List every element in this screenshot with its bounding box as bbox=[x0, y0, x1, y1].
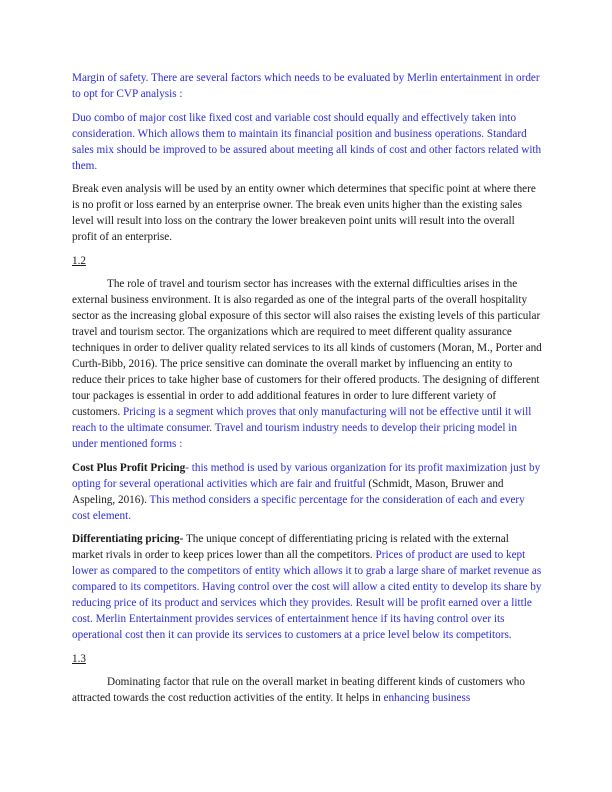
paragraph-text-highlight: Prices of product are used to kept lower as compared to the competitors of entity which allows it to grab a large share of market revenue as compared to its competitors. Having control over the cost will allow a cited entity to develop its share by reducing price of its product and services which they provides. Result will be profit earned over a little cost. Merlin Entertainment provides services of entertainment hence if its having control over its operational cost then it can provide its services to customers at a price level below its competitors. bbox=[72, 549, 542, 641]
paragraph-text-highlight: This method considers a specific percentage for the consideration of each and every cost element. bbox=[72, 493, 525, 522]
term-cost-plus-profit-pricing: Cost Plus Profit Pricing bbox=[72, 461, 186, 474]
section-heading-1-2: 1.2 bbox=[72, 254, 86, 267]
paragraph-break-even: Break even analysis will be used by an entity owner which determines that specific point at where there is no profit or loss earned by an enterprise owner. The break even units higher than the existing sales level will result into loss on the contrary the lower breakeven point units will result into the overall profit of an enterprise. bbox=[72, 183, 536, 243]
citation: (Schmidt, Mason, Bruwer and Aspeling, 2016). bbox=[72, 477, 504, 506]
document-page bbox=[72, 70, 542, 714]
term-differentiating-pricing: Differentiating pricing- bbox=[72, 533, 184, 545]
paragraph-differentiating-pricing bbox=[72, 531, 542, 643]
paragraph-travel-tourism bbox=[72, 276, 542, 452]
paragraph-dominating-factor bbox=[72, 674, 542, 706]
paragraph-text: Dominating factor that rule on the overall market in beating different kinds of customers who attracted towards the cost reduction activities of the entity. It helps in bbox=[72, 676, 525, 704]
paragraph-text: The role of travel and tourism sector has increases with the external difficulties arises in the external business environment. It is also regarded as one of the integral parts of the overall hospitality sector as the increasing global exposure of this sector will also raises the existing levels of this particular travel and tourism sector. The organizations which are required to meet different quality assurance techniques in order to deliver quality related services to its all kinds of customers (Moran, M., Porter and Curth-Bibb, 2016). The price sensitive can dominate the overall market by influencing an entity to reduce their prices to take higher base of customers for their offered products. The designing of different tour packages is essential in order to add additional features in order to lure different variety of customers. bbox=[72, 278, 542, 418]
paragraph-text: The unique concept of differentiating pricing is related with the external market rivals in order to keep prices lower than all the competitors. bbox=[72, 533, 509, 561]
paragraph-cost-plus-pricing bbox=[72, 460, 542, 524]
paragraph-text-highlight: Pricing is a segment which proves that only manufacturing will not be effective until it will reach to the ultimate consumer. Travel and tourism industry needs to develop their pricing model in under mentioned forms : bbox=[72, 406, 532, 450]
paragraph-text-highlight: - this method is used by various organization for its profit maximization just by opting for several operational activities which are fair and fruitful bbox=[72, 461, 541, 490]
section-heading-1-3: 1.3 bbox=[72, 652, 86, 665]
paragraph-duo-combo: Duo combo of major cost like fixed cost and variable cost should equally and effectively taken into consideration. Which allows them to maintain its financial position and business operations. Standard sales mix should be improved to be assured about meeting all kinds of cost and other factors related with them. bbox=[72, 111, 542, 172]
paragraph-margin-of-safety: Margin of safety. There are several factors which needs to be evaluated by Merlin entertainment in order to opt for CVP analysis : bbox=[72, 72, 540, 100]
paragraph-text-highlight: enhancing business bbox=[380, 692, 471, 704]
